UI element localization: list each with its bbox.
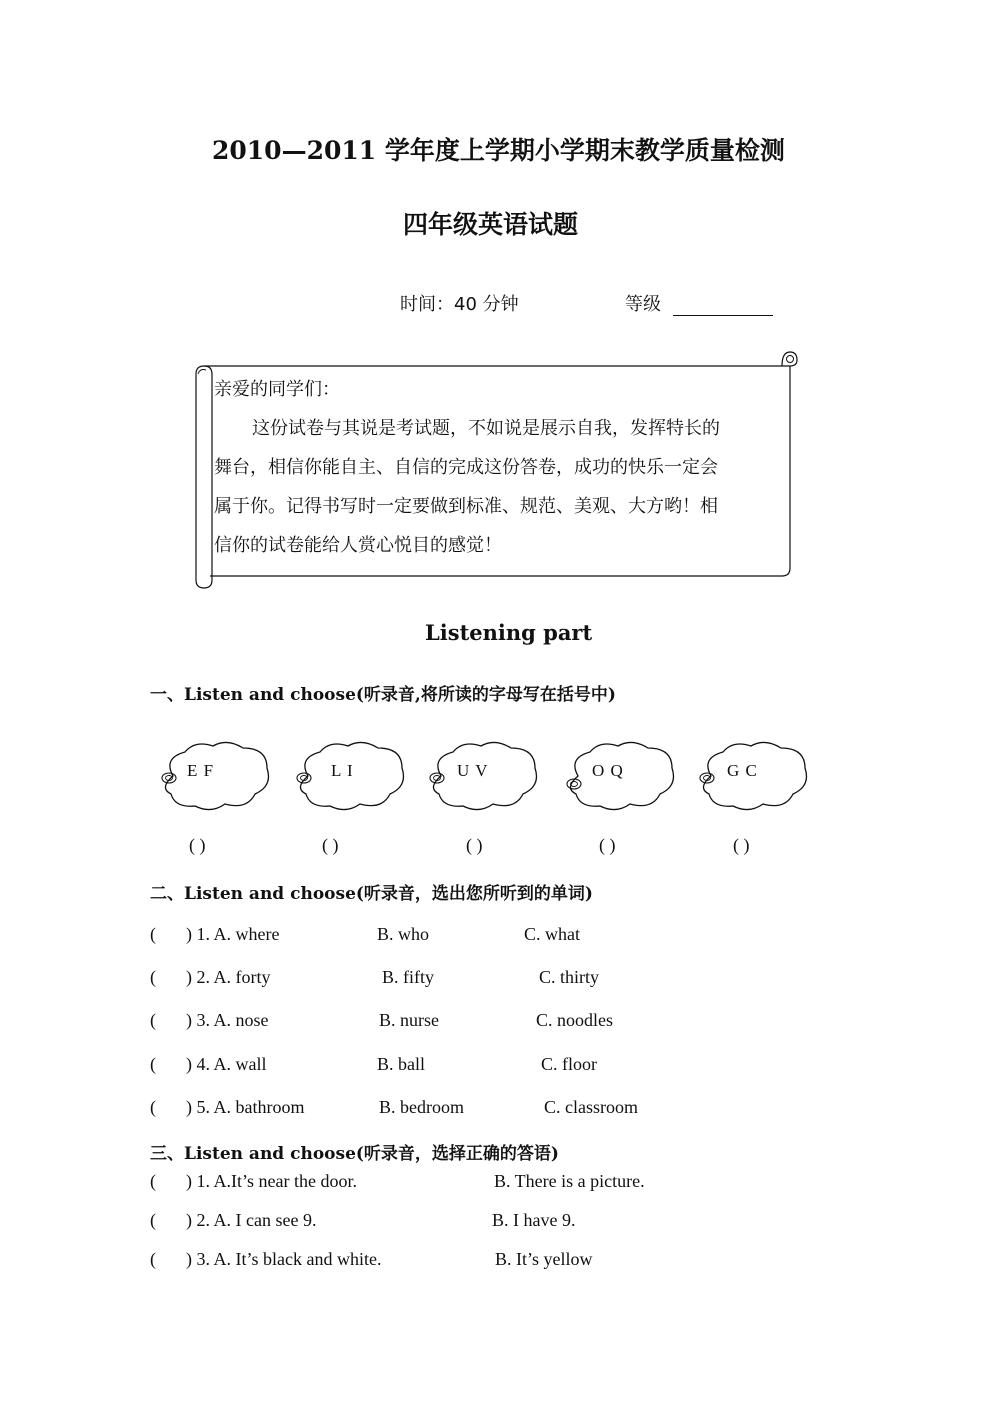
listening-heading: Listening part [425, 620, 593, 645]
question-open-paren[interactable]: ( [150, 1097, 156, 1117]
question-option-a: ) 1. A. where [186, 924, 280, 944]
question-option-a: ) 4. A. wall [186, 1054, 267, 1074]
question-option-c: C. noodles [536, 1010, 614, 1030]
question-option-c: C. thirty [539, 967, 600, 987]
section1-title: 一、Listen and choose(听录音,将所读的字母写在括号中) [150, 685, 616, 705]
question-open-paren[interactable]: ( [150, 1210, 156, 1230]
question-option-c: C. floor [541, 1054, 597, 1074]
question-option-a: ) 2. A. I can see 9. [186, 1210, 317, 1230]
question-option-b: B. It’s yellow [495, 1249, 593, 1269]
question-option-b: B. ball [377, 1054, 425, 1074]
question-option-a: ) 1. A.It’s near the door. [186, 1171, 357, 1191]
question-option-b: B. bedroom [379, 1097, 464, 1117]
question-open-paren[interactable]: ( [150, 1249, 156, 1269]
question-open-paren[interactable]: ( [150, 1171, 156, 1191]
question-open-paren[interactable]: ( [150, 1054, 156, 1074]
scroll-line: 信你的试卷能给人赏心悦目的感觉！ [214, 535, 502, 556]
cloud-2-letters: L I [331, 761, 354, 780]
question-open-paren[interactable]: ( [150, 1010, 156, 1030]
cloud-1-shape [155, 738, 275, 813]
scroll-line: 舞台，相信你能自主、自信的完成这份答卷，成功的快乐一定会 [214, 457, 718, 478]
cloud-5-letters: G C [727, 761, 758, 780]
question-option-a: ) 3. A. nose [186, 1010, 269, 1030]
answer-blank[interactable]: ( ) [466, 835, 483, 855]
question-option-b: B. I have 9. [492, 1210, 576, 1230]
answer-blank[interactable]: ( ) [733, 835, 750, 855]
question-option-b: B. There is a picture. [494, 1171, 645, 1191]
grade-row [625, 290, 773, 316]
cloud-3-letters: U V [457, 761, 489, 780]
question-option-c: C. what [524, 924, 580, 944]
grade-label: 等级 [625, 294, 661, 315]
answer-blank[interactable]: ( ) [322, 835, 339, 855]
section2-title: 二、Listen and choose(听录音，选出您所听到的单词) [150, 884, 593, 904]
question-option-a: ) 3. A. It’s black and white. [186, 1249, 382, 1269]
scroll-greeting: 亲爱的同学们： [214, 379, 340, 400]
question-option-a: ) 5. A. bathroom [186, 1097, 305, 1117]
exam-title: 2010—2011 学年度上学期小学期末教学质量检测 [212, 136, 785, 165]
question-option-a: ) 2. A. forty [186, 967, 271, 987]
grade-blank[interactable] [673, 297, 773, 316]
time-label: 时间：40 分钟 [400, 294, 519, 315]
section3-title: 三、Listen and choose(听录音，选择正确的答语) [150, 1144, 559, 1164]
cloud-1-letters: E F [187, 761, 215, 780]
question-open-paren[interactable]: ( [150, 924, 156, 944]
scroll-line: 这份试卷与其说是考试题，不如说是展示自我，发挥特长的 [252, 418, 720, 439]
question-option-b: B. fifty [382, 967, 434, 987]
question-option-b: B. nurse [379, 1010, 439, 1030]
answer-blank[interactable]: ( ) [189, 835, 206, 855]
question-option-b: B. who [377, 924, 430, 944]
answer-blank[interactable]: ( ) [599, 835, 616, 855]
exam-subtitle: 四年级英语试题 [403, 210, 579, 239]
question-option-c: C. classroom [544, 1097, 638, 1117]
scroll-line: 属于你。记得书写时一定要做到标准、规范、美观、大方哟！相 [214, 496, 718, 517]
question-open-paren[interactable]: ( [150, 967, 156, 987]
cloud-4-letters: O Q [592, 761, 624, 780]
